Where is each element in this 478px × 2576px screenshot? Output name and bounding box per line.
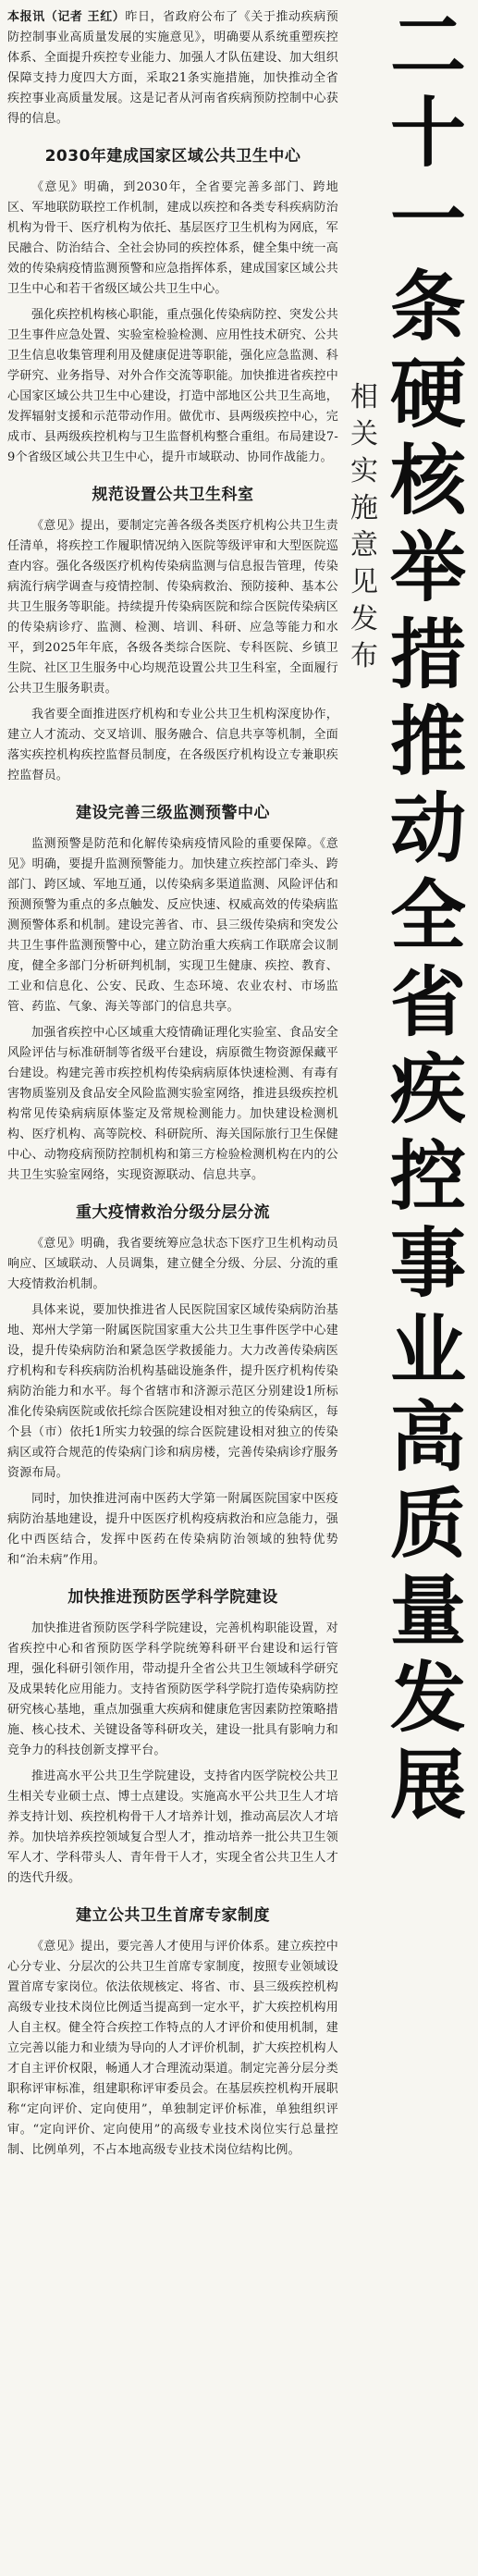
headline-char: 条 [389,264,466,351]
subheadline-char: 相 [350,381,378,413]
lead-text: 昨日，省政府公布了《关于推动疾病预防控制事业高质量发展的实施意见》，明确要从系统重塑疾控体系、全面提升疾控专业能力、加强人才队伍建设、加大组织保障支持力度四大方面，采取21条实施措施，加快推动全省疾控事业高质量发展。这是记者从河南省疾病预防控制中心获得的信息。 [7,10,338,126]
section-paragraph: 推进高水平公共卫生学院建设，支持省内医学院校公共卫生相关专业硕士点、博士点建设。实施高水平公共卫生人才培养支持计划、疾控机构骨干人才培养计划，推动高层次人才培养。加快培养疾控领域复合型人才，推动培养一批公共卫生领军人才、学科带头人、青年骨干人才，实现全省公共卫生人才的迭代升级。 [7,1769,338,1885]
headline-char: 事 [389,1220,466,1308]
section-paragraph: 《意见》明确，到2030年，全省要完善多部门、跨地区、军地联防联控工作机制，建成以疾控和各类专科疾病防治机构为骨干、医疗机构为依托、基层医疗卫生机构为网底，军民融合、防治结合、全社会协同的疾控体系，健全集中统一高效的传染病疫情监测预警和应急指挥体系，建成国家区域公共卫生中心和若干省级区域公共卫生中心。 [7,180,338,296]
headline-char: 二 [389,3,466,91]
section-title-monitoring-centers: 建设完善三级监测预警中心 [76,804,270,822]
headline [383,4,473,1830]
headline-char: 省 [389,959,466,1047]
byline: 本报讯（记者 王红） [7,10,126,24]
headline-char: 业 [389,1307,466,1395]
headline-char: 措 [389,611,466,699]
headline-char: 硬 [389,351,466,438]
section-title-preventive-medicine-academy: 加快推进预防医学科学院建设 [67,1588,278,1607]
headline-char: 全 [389,872,466,960]
section-paragraph: 加强省疾控中心区域重大疫情确证理化实验室、食品安全风险评估与标准研制等省级平台建设，病原微生物资源保藏平台建设。构建完善市疾控机构传染病病原体快速检测、有毒有害物质鉴别及食品安全风险监测实验室网络，推进县级疾控机构常见传染病病原体鉴定及常规检测能力。加快建设检测机构、医疗机构、高等院校、科研院所、海关国际旅行卫生保健中心、动物疫病预防控制机构和第三方检验检测机构在内的公共卫生实验室网络，实现资源联动、信息共享。 [7,1026,338,1182]
headline-char: 质 [389,1481,466,1569]
headline-char: 动 [389,785,466,873]
headline-char: 疾 [389,1046,466,1134]
section-paragraph: 加快推进省预防医学科学院建设，完善机构职能设置，对省疾控中心和省预防医学科学院统筹科研平台建设和运行管理，强化科研引领作用，带动提升全省公共卫生领域科学研究及成果转化应用能力。支持省预防医学科学院打造传染病防控研究核心基地，重点加强重大疾病和健康危害因素防控策略措施、核心技术、关键设备等科研攻关，建设一批具有影响力和竞争力的科技创新支撑平台。 [7,1621,338,1757]
section-title-regional-center: 2030年建成国家区域公共卫生中心 [44,147,301,166]
section-paragraph: 《意见》明确，我省要统筹应急状态下医疗卫生机构动员响应、区域联动、人员调集，建立健全分级、分层、分流的重大疫情救治机制。 [7,1237,338,1291]
headline-char: 量 [389,1568,466,1656]
subheadline-char: 施 [350,492,378,524]
section-paragraph: 《意见》提出，要制定完善各级各类医疗机构公共卫生责任清单，将疾控工作履职情况纳入医院等级评审和大型医院巡查内容。强化各级医疗机构传染病监测与信息报告管理，传染病流行病学调查与疫情控制、传染病救治、预防接种、基本公共卫生服务等职能。持续提升传染病医院和综合医院传染病区的传染病诊疗、监测、检测、培训、科研、应急等能力和水平，到2025年年底，各级各类综合医院、专科医院、乡镇卫生院、社区卫生服务中心均规范设置公共卫生科室，全面履行公共卫生服务职责。 [7,519,338,696]
headline-char: 一 [389,177,466,265]
headline-char: 展 [389,1742,466,1830]
section-paragraph: 《意见》提出，要完善人才使用与评价体系。建立疾控中心分专业、分层次的公共卫生首席专家制度，按照专业领域设置首席专家岗位。依法依规核定、将省、市、县三级疾控机构高级专业技术岗位比例适当提高到一定水平，扩大疾控机构用人自主权。健全符合疾控工作特点的人才评价和使用机制，建立完善以能力和业绩为导向的人才评价机制，扩大疾控机构人才自主评价权限，畅通人才合理流动渠道。制定完善分层分类职称评审标准，组建职称评审委员会。在基层疾控机构开展职称“定向评价、定向使用”，单独制定评价标准，单独组织评审。“定向评价、定向使用”的高级专业技术岗位实行总量控制、比例单列，不占本地高级专业技术岗位结构比例。 [7,1940,338,2157]
headline-char: 十 [389,90,466,178]
headline-char: 核 [389,438,466,525]
lead-paragraph [7,7,338,129]
section-paragraph: 强化疾控机构核心职能，重点强化传染病防控、突发公共卫生事件应急处置、实验室检验检测、应用性技术研究、公共卫生信息收集管理利用及健康促进等职能，强化应急监测、科学研究、业务指导、对外合作交流等职能。加快推进省疾控中心国家区域公共卫生中心建设，打造中部地区公共卫生高地，发挥辐射支援和示范带动作用。做优市、县两级疾控中心，完成市、县两级疾控机构与卫生监督机构整合重组。布局建设7-9个省级区域公共卫生中心，提升市域联动、协同作战能力。 [7,308,338,464]
headline-char: 举 [389,524,466,612]
headline-char: 推 [389,698,466,786]
headline-char: 高 [389,1394,466,1482]
subheadline-char: 关 [350,418,378,450]
section-title-public-health-departments: 规范设置公共卫生科室 [92,486,254,504]
subheadline-char: 意 [350,529,378,561]
section-paragraph: 具体来说，要加快推进省人民医院国家区域传染病防治基地、郑州大学第一附属医院国家重大公共卫生事件医学中心建设，提升传染病防治和紧急医学救援能力。大力改善传染病医疗机构和专科疾病防治机构基础设施条件，提升医疗机构传染病防治能力和水平。每个省辖市和济源示范区分别建设1所标准化传染病医院或依托综合医院建设相对独立的传染病区，每个县（市）依托1所实力较强的综合医院建设相对独立的传染病区或符合规范的传染病门诊和病房楼，完善传染病诊疗服务资源布局。 [7,1303,338,1480]
headline-char: 发 [389,1655,466,1743]
article-body [7,7,338,2166]
subheadline-char: 见 [350,566,378,598]
subheadline-char: 布 [350,640,378,672]
section-paragraph: 监测预警是防范和化解传染病疫情风险的重要保障。《意见》明确，要提升监测预警能力。加快建立疾控部门牵头、跨部门、跨区域、军地互通，以传染病多渠道监测、风险评估和预测预警为重点的多点触发、反应快速、权威高效的传染病监测预警体系和机制。建设完善省、市、县三级传染病和突发公共卫生事件监测预警中心，建立防治重大疾病工作联席会议制度，健全多部门分析研判机制，实现卫生健康、疾控、教育、工业和信息化、公安、民政、生态环境、农业农村、市场监管、药监、气象、海关等部门的信息共享。 [7,837,338,1014]
section-paragraph: 我省要全面推进医疗机构和专业公共卫生机构深度协作，建立人才流动、交叉培训、服务融合、信息共享等机制，全面落实疾控机构疾控监督员制度，在各级医疗机构设立专兼职疾控监督员。 [7,708,338,783]
subheadline-char: 实 [350,455,378,487]
section-title-chief-expert-system: 建立公共卫生首席专家制度 [76,1906,270,1925]
section-title-epidemic-treatment: 重大疫情救治分级分层分流 [76,1203,270,1222]
section-paragraph: 同时，加快推进河南中医药大学第一附属医院国家中医疫病防治基地建设，提升中医医疗机构疫病救治和应急能力，强化中西医结合，发挥中医药在传染病防治领域的独特优势和“治未病”作用。 [7,1492,338,1567]
headline-char: 控 [389,1133,466,1221]
subheadline-char: 发 [350,603,378,635]
subheadline [346,379,383,675]
